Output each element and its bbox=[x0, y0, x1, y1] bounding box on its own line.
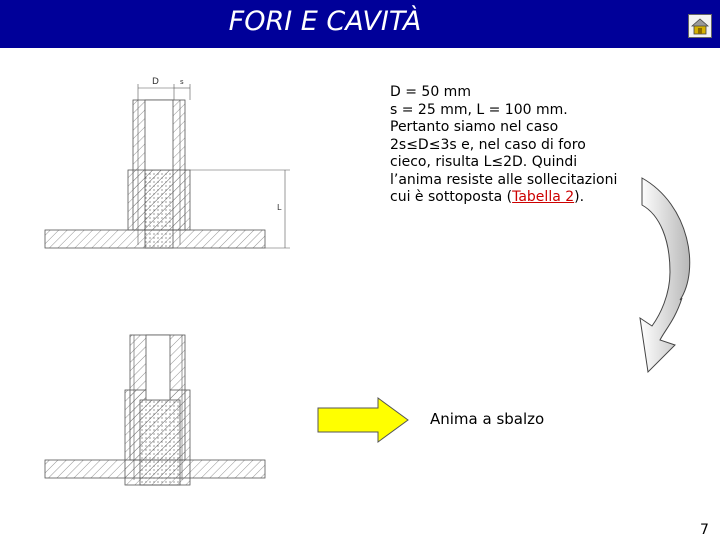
right-arrow-icon bbox=[318, 398, 408, 442]
drawing-top bbox=[45, 77, 290, 248]
dim-L-label: L bbox=[277, 203, 282, 212]
page-number: 7 bbox=[700, 522, 709, 538]
dim-D-label: D bbox=[152, 77, 159, 87]
description bbox=[390, 84, 620, 207]
drawing-bottom bbox=[45, 335, 265, 485]
core-bottom bbox=[140, 400, 180, 485]
description-end: ). bbox=[574, 189, 585, 205]
hole-fill bbox=[145, 170, 173, 248]
dim-s-label: s bbox=[180, 78, 184, 86]
tabella-link[interactable]: Tabella 2 bbox=[512, 189, 575, 205]
hole-bottom bbox=[146, 335, 170, 400]
curved-arrow-icon bbox=[640, 178, 690, 372]
description-text: D = 50 mm s = 25 mm, L = 100 mm. Pertanto siamo nel caso 2s≤D≤3s e, nel caso di foro cieco, risulta L≤2D. Quindi l’anima resiste alle sollecitazioni cui è sottoposta ( bbox=[390, 84, 618, 205]
anima-label: Anima a sbalzo bbox=[430, 410, 545, 428]
page-title-text: FORI E CAVITÀ bbox=[228, 6, 422, 37]
hole bbox=[145, 100, 173, 170]
